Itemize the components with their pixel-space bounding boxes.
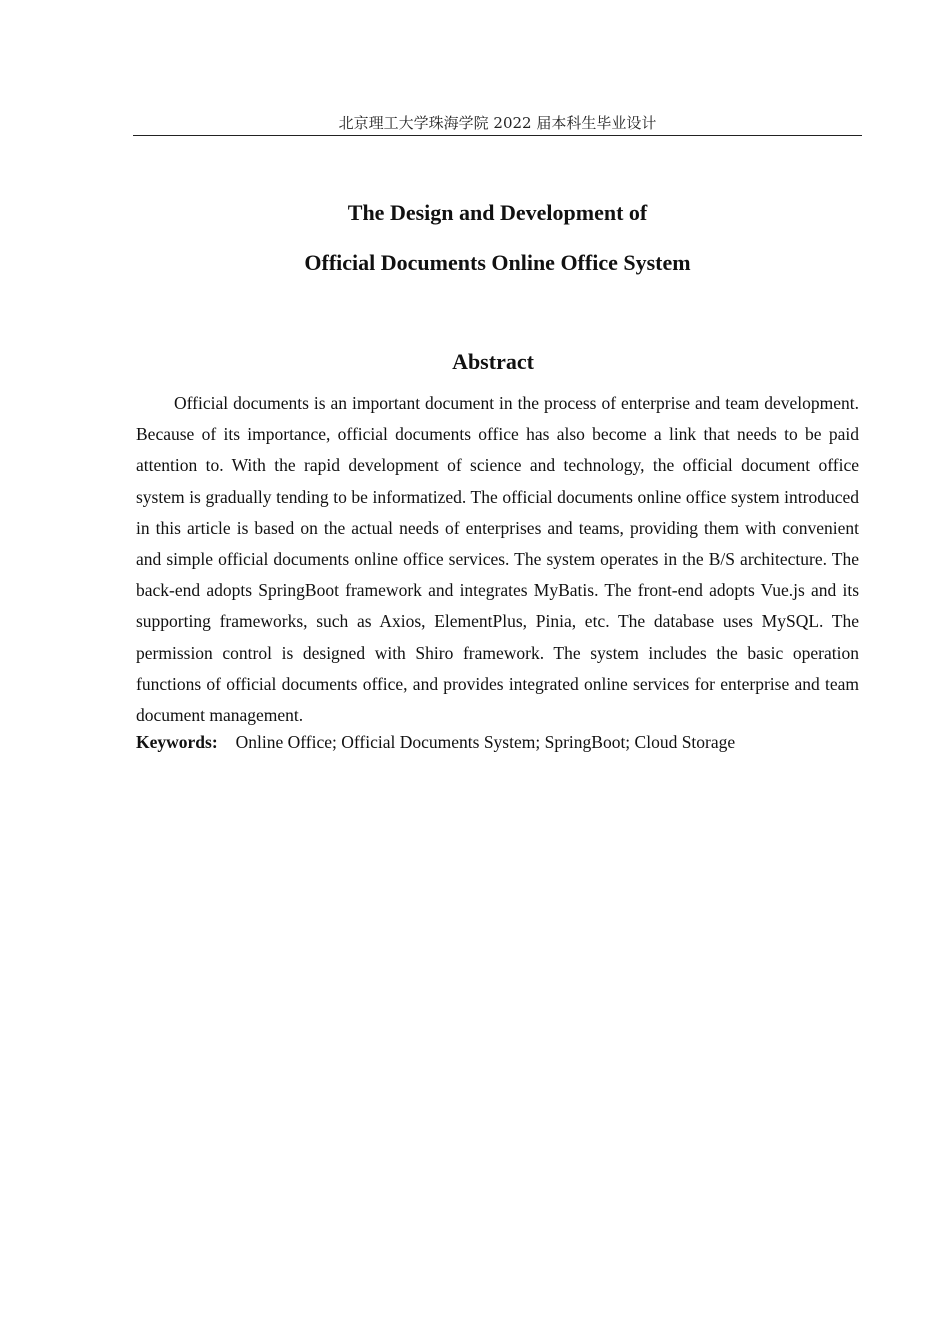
- abstract-heading: Abstract: [452, 349, 534, 374]
- running-header: 北京理工大学珠海学院 2022 届本科生毕业设计: [338, 114, 657, 132]
- title-line-1: The Design and Development of: [347, 200, 648, 225]
- header-rule: [133, 135, 862, 136]
- abstract-body: Official documents is an important document in the process of enterprise and team development. Because of its importance, official documents office has also become a link that needs to be paid attention to. With the rapid development of science and technology, the official document office system is gradually tending to be informatized. The official documents online office system introduced in this article is based on the actual needs of enterprises and teams, providing them with convenient and simple official documents online office services. The system operates in the B/S architecture. The back-end adopts SpringBoot framework and integrates MyBatis. The front-end adopts Vue.js and its supporting frameworks, such as Axios, ElementPlus, Pinia, etc. The database uses MySQL. The permission control is designed with Shiro framework. The system includes the basic operation functions of official documents office, and provides integrated online services for enterprise and team document management.: [136, 393, 859, 726]
- keywords-label: Keywords:: [136, 732, 218, 752]
- title-line-2: Official Documents Online Office System: [304, 250, 691, 275]
- keywords-value: Online Office; Official Documents System; SpringBoot; Cloud Storage: [235, 732, 736, 752]
- keywords-line: [136, 730, 859, 754]
